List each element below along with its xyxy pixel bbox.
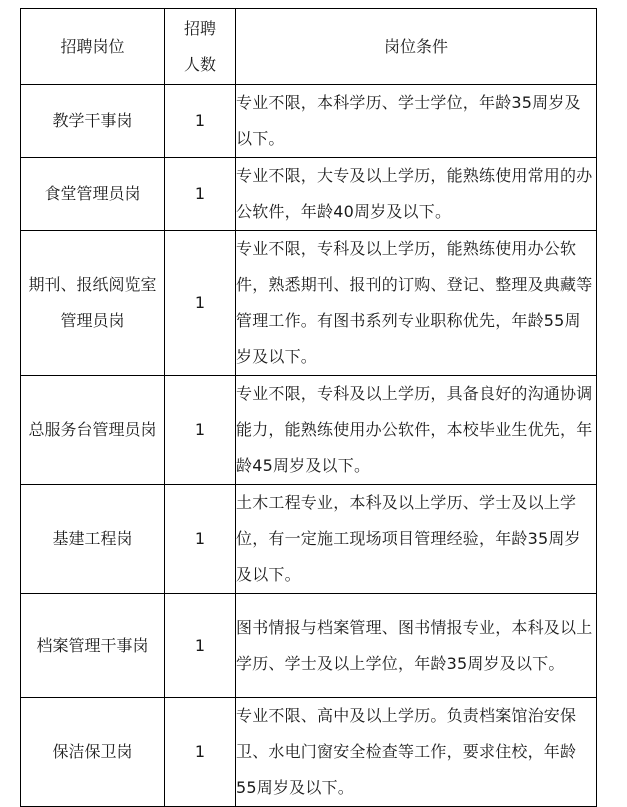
header-count-line1: 招聘: [183, 18, 216, 38]
table-row: [21, 158, 597, 231]
cell-requirements: 土木工程专业，本科及以上学历、学士及以上学位，有一定施工现场项目管理经验，年龄35周岁及以下。: [236, 485, 597, 594]
table-row: [21, 485, 597, 594]
cell-count: 1: [165, 698, 236, 807]
cell-position: 食堂管理员岗: [21, 158, 165, 231]
header-count: [165, 9, 236, 85]
cell-position: 总服务台管理员岗: [21, 376, 165, 485]
cell-requirements: 图书情报与档案管理、图书情报专业，本科及以上学历、学士及以上学位，年龄35周岁及以下。: [236, 594, 597, 698]
table-row: [21, 85, 597, 158]
cell-requirements: 专业不限，大专及以上学历，能熟练使用常用的办公软件，年龄40周岁及以下。: [236, 158, 597, 231]
table-header-row: [21, 9, 597, 85]
cell-requirements: 专业不限，专科及以上学历，具备良好的沟通协调能力，能熟练使用办公软件，本校毕业生优先，年龄45周岁及以下。: [236, 376, 597, 485]
recruitment-table: [20, 8, 597, 807]
header-count-line2: 人数: [183, 54, 216, 74]
cell-position: 期刊、报纸阅览室管理员岗: [21, 231, 165, 376]
cell-count: 1: [165, 158, 236, 231]
cell-position: 保洁保卫岗: [21, 698, 165, 807]
table-row: [21, 376, 597, 485]
cell-position: 档案管理干事岗: [21, 594, 165, 698]
cell-count: 1: [165, 485, 236, 594]
header-position: 招聘岗位: [21, 9, 165, 85]
cell-requirements: 专业不限、高中及以上学历。负责档案馆治安保卫、水电门窗安全检查等工作，要求住校，年龄55周岁及以下。: [236, 698, 597, 807]
table-row: [21, 231, 597, 376]
cell-count: 1: [165, 231, 236, 376]
cell-count: 1: [165, 85, 236, 158]
table-row: [21, 594, 597, 698]
header-requirements: 岗位条件: [236, 9, 597, 85]
cell-position: 教学干事岗: [21, 85, 165, 158]
cell-requirements: 专业不限，专科及以上学历，能熟练使用办公软件，熟悉期刊、报刊的订购、登记、整理及典藏等管理工作。有图书系列专业职称优先，年龄55周岁及以下。: [236, 231, 597, 376]
cell-position: 基建工程岗: [21, 485, 165, 594]
table-row: [21, 698, 597, 807]
cell-count: 1: [165, 594, 236, 698]
cell-count: 1: [165, 376, 236, 485]
cell-requirements: 专业不限，本科学历、学士学位，年龄35周岁及以下。: [236, 85, 597, 158]
